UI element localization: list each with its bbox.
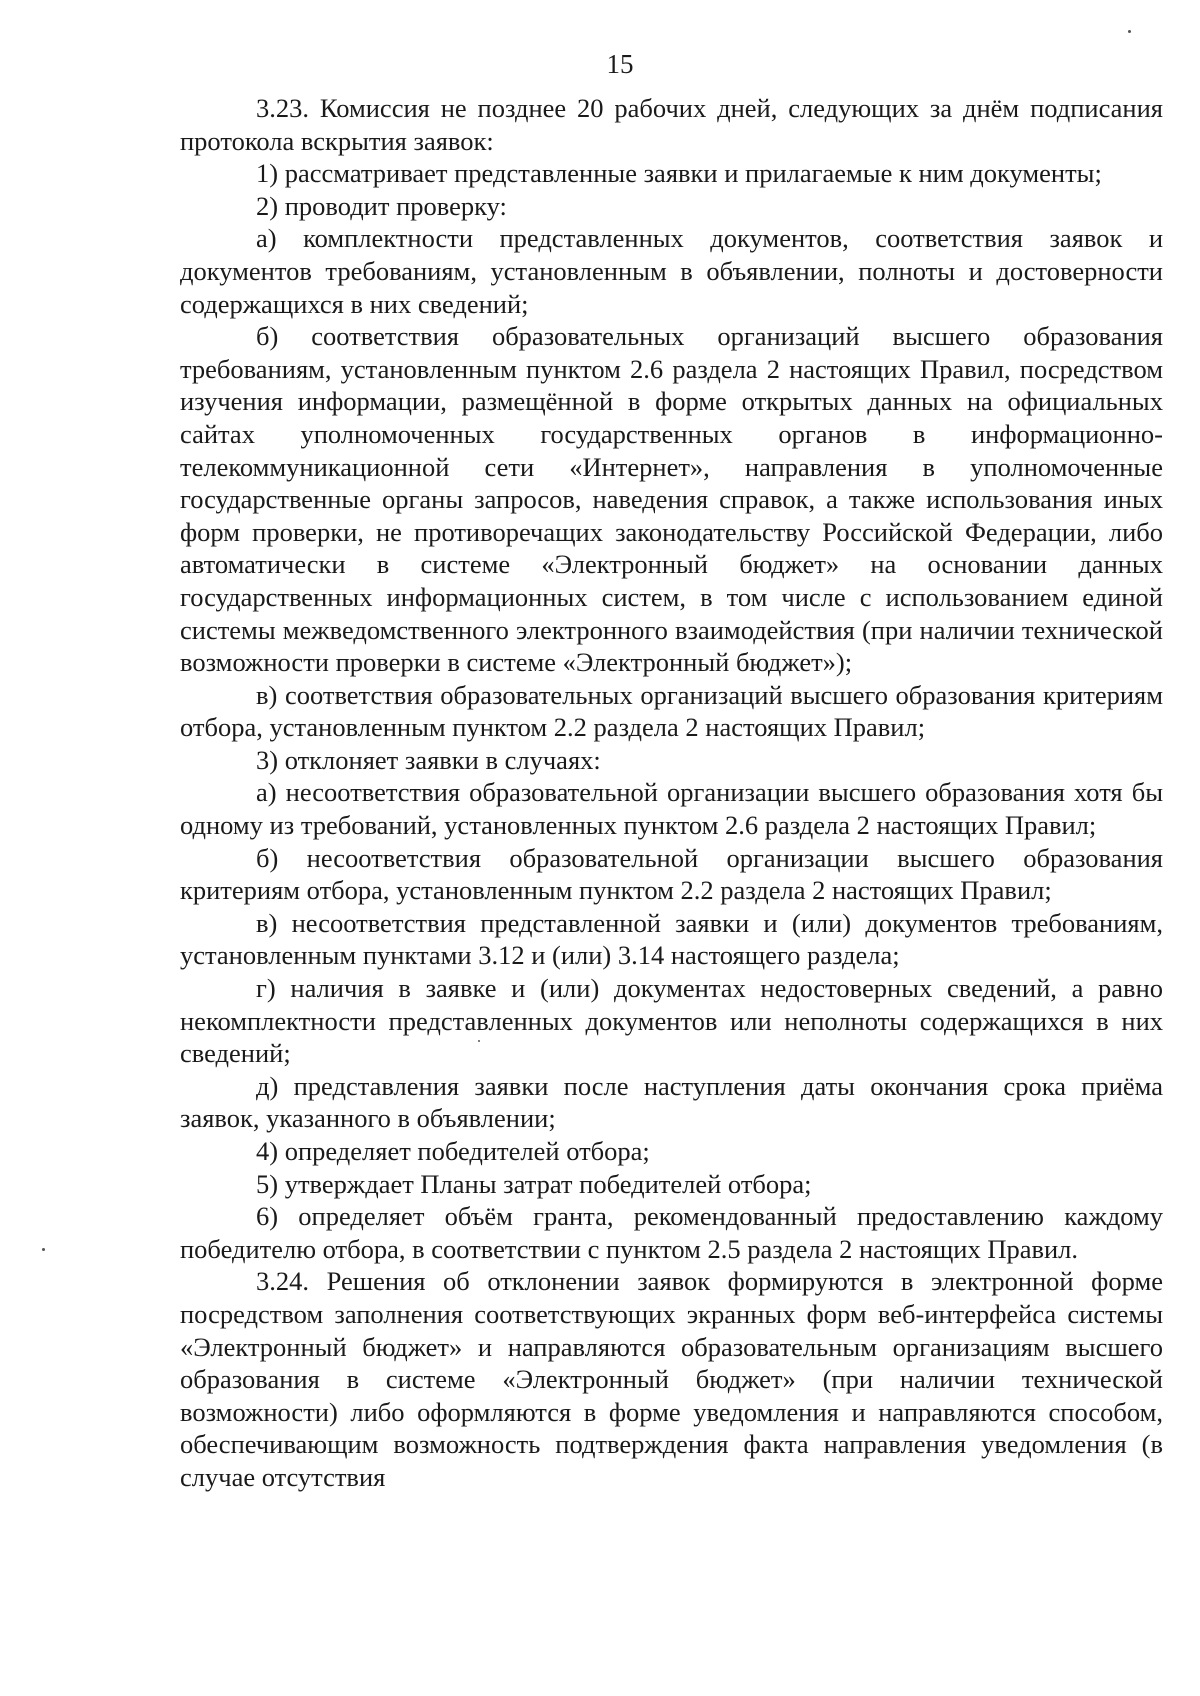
paragraph-item-3d: д) представления заявки после наступления даты окончания срока приёма заявок, указанного в объявлении; bbox=[180, 1070, 1163, 1134]
paragraph-3-23: 3.23. Комиссия не позднее 20 рабочих дней, следующих за днём подписания протокола вскрытия заявок: bbox=[180, 93, 1163, 156]
paragraph-item-2b: б) соответствия образовательных организаций высшего образования требованиям, установленным пунктом 2.6 раздела 2 настоящих Правил, посредством изучения информации, размещённой в форме открытых данных на официальных сайтах уполномоченных государственных органов в информационно-телекоммуникационной сети «Интернет», направления в уполномоченные государственные органы запросов, наведения справок, а также использования иных форм проверки, не противоречащих законодательству Российской Федерации, либо автоматически в системе «Электронный бюджет» на основании данных государственных информационных систем, в том числе с использованием единой системы межведомственного электронного взаимодействия (при наличии технической возможности проверки в системе «Электронный бюджет»); bbox=[180, 321, 1163, 678]
scan-speck bbox=[42, 1248, 45, 1251]
page-number: 15 bbox=[606, 49, 634, 79]
paragraph-item-3v: в) несоответствия представленной заявки и (или) документов требованиям, установленным пунктами 3.12 и (или) 3.14 настоящего раздела; bbox=[180, 907, 1163, 971]
paragraph-item-4: 4) определяет победителей отбора; bbox=[256, 1136, 650, 1166]
document-body bbox=[180, 92, 1163, 1494]
paragraph-item-3a: а) несоответствия образовательной организации высшего образования хотя бы одному из требований, установленных пунктом 2.6 раздела 2 настоящих Правил; bbox=[180, 777, 1163, 841]
paragraph-item-6: 6) определяет объём гранта, рекомендованный предоставлению каждому победителю отбора, в соответствии с пунктом 2.5 раздела 2 настоящих Правил. bbox=[180, 1201, 1163, 1264]
paragraph-item-2v: в) соответствия образовательных организаций высшего образования критериям отбора, установленным пунктом 2.2 раздела 2 настоящих Правил; bbox=[180, 679, 1163, 743]
scan-speck bbox=[1128, 30, 1131, 33]
scan-speck bbox=[478, 1040, 480, 1042]
paragraph-item-5: 5) утверждает Планы затрат победителей отбора; bbox=[256, 1168, 812, 1199]
paragraph-item-2: 2) проводит проверку: bbox=[256, 190, 507, 221]
paragraph-item-3: 3) отклоняет заявки в случаях: bbox=[256, 744, 601, 775]
paragraph-item-1: 1) рассматривает представленные заявки и прилагаемые к ним документы; bbox=[256, 158, 1102, 189]
paragraph-item-2a: а) комплектности представленных документов, соответствия заявок и документов требованиям, установленным в объявлении, полноты и достоверности содержащихся в них сведений; bbox=[180, 223, 1163, 319]
paragraph-item-3g: г) наличия в заявке и (или) документах недостоверных сведений, а равно некомплектности представленных документов или неполноты содержащихся в них сведений; bbox=[180, 973, 1163, 1069]
paragraph-3-24: 3.24. Решения об отклонении заявок формируются в электронной форме посредством заполнения соответствующих экранных форм веб-интерфейса системы «Электронный бюджет» и направляются образовательным организациям высшего образования в системе «Электронный бюджет» (при наличии технической возможности) либо оформляются в форме уведомления и направляются способом, обеспечивающим возможность подтверждения факта направления уведомления (в случае отсутствия bbox=[180, 1266, 1163, 1492]
paragraph-item-3b: б) несоответствия образовательной организации высшего образования критериям отбора, установленным пунктом 2.2 раздела 2 настоящих Правил; bbox=[180, 842, 1163, 906]
